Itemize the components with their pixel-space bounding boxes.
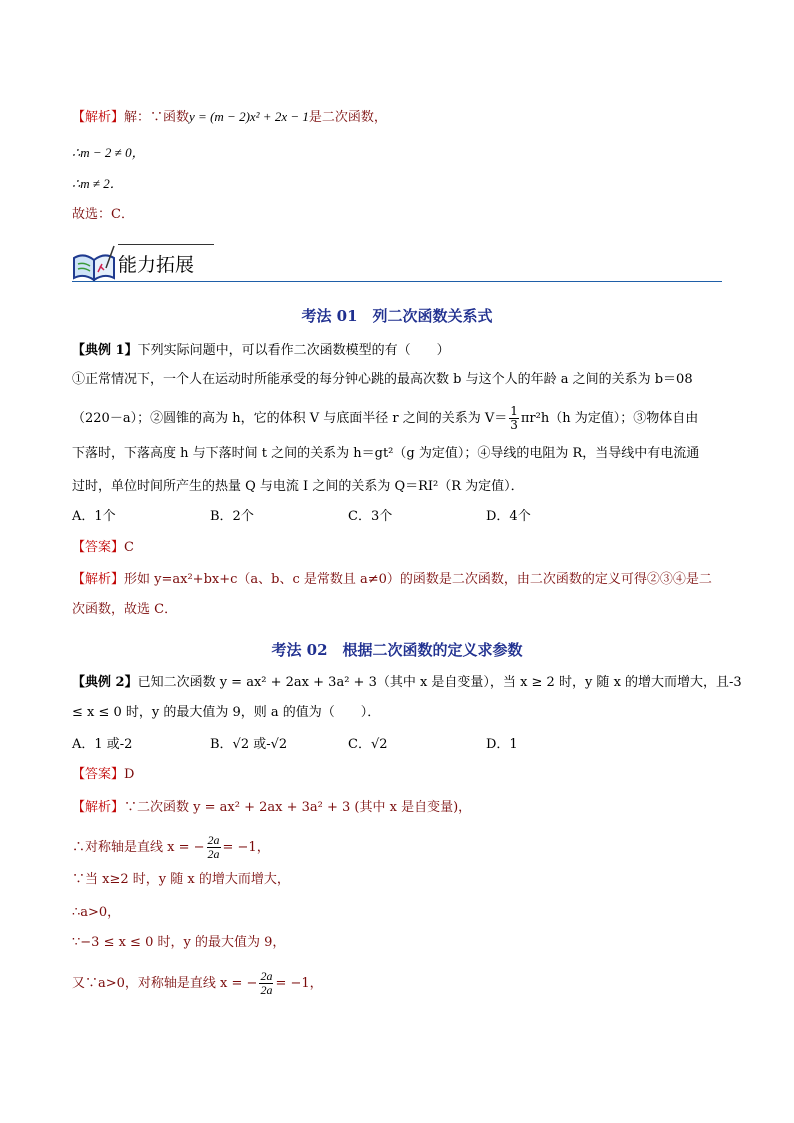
- denominator: 3: [510, 418, 518, 432]
- text: 是二次函数，: [308, 110, 387, 125]
- option-c: C．√2: [348, 737, 388, 752]
- option-a: A．1 或-2: [72, 737, 133, 752]
- prev-solution-line-4: 故选：C．: [72, 207, 134, 222]
- example-tag: 【典例 2】: [72, 675, 138, 690]
- solution-tag: 【解析】: [72, 110, 125, 125]
- example-2-solution-line-3: ∵当 x≥2 时，y 随 x 的增大而增大，: [72, 872, 290, 887]
- prev-solution-line-2: ∴m − 2 ≠ 0，: [72, 145, 145, 160]
- example-2-line-2: ≤ x ≤ 0 时，y 的最大值为 9，则 a 的值为（ ）．: [72, 705, 381, 720]
- example-2-solution-line-4: ∴a>0，: [72, 905, 121, 920]
- answer-tag: 【答案】: [72, 540, 125, 555]
- section-title: 能力拓展: [118, 254, 195, 276]
- solution-tag: 【解析】: [72, 800, 125, 815]
- example-1-line-1: ①正常情况下，一个人在运动时所能承受的每分钟心跳的最高次数 b 与这个人的年龄 a 之间的关系为 b＝08: [72, 372, 693, 387]
- solution-tag: 【解析】: [72, 572, 125, 587]
- example-2-answer: [72, 767, 134, 783]
- option-d: D．1: [486, 737, 518, 752]
- text: πr²h（h 为定值）；③物体自由: [520, 411, 699, 426]
- text: （220－a）；②圆锥的高为 h，它的体积 V 与底面半径 r 之间的关系为 V＝: [72, 411, 508, 426]
- option-b: B．√2 或-√2: [210, 737, 288, 752]
- example-1-line-4: 过时，单位时间所产生的热量 Q 与电流 I 之间的关系为 Q＝RI²（R 为定值）．: [72, 479, 524, 494]
- numerator: 1: [510, 404, 518, 418]
- text: 解：∵函数: [124, 110, 190, 125]
- formula: y = (m − 2)x² + 2x − 1: [189, 109, 309, 124]
- method-2-title: 考法 02 根据二次函数的定义求参数: [271, 641, 523, 659]
- option-a: A．1个: [72, 509, 116, 524]
- section-header: [72, 240, 722, 284]
- text: 已知二次函数 y = ax² + 2ax + 3a² + 3（其中 x 是自变量），当 x ≥ 2 时，y 随 x 的增大而增大，且-3: [137, 675, 742, 690]
- example-tag: 【典例 1】: [72, 343, 138, 358]
- example-1-solution-line-1: [72, 572, 712, 588]
- text: 下列实际问题中，可以看作二次函数模型的有（ ）: [137, 343, 450, 358]
- fraction: [509, 405, 519, 432]
- prev-solution-line-1: [72, 109, 387, 126]
- example-1-options: [72, 509, 624, 525]
- example-2-line-1: [72, 675, 742, 691]
- example-2-solution-line-5: ∵−3 ≤ x ≤ 0 时，y 的最大值为 9，: [72, 935, 286, 950]
- text: = −1，: [222, 840, 270, 855]
- denominator: 2a: [207, 847, 220, 861]
- method-1-title: 考法 01 列二次函数关系式: [301, 307, 493, 325]
- numerator: 2a: [260, 969, 273, 983]
- header-top-rule: [118, 244, 214, 245]
- fraction: [207, 834, 221, 861]
- text: ∴对称轴是直线 x = −: [72, 840, 205, 855]
- example-1-answer: [72, 540, 134, 556]
- answer-value: C: [124, 540, 134, 555]
- example-2-solution-line-1: [72, 800, 471, 816]
- answer-value: D: [124, 767, 135, 782]
- text: ∵二次函数 y = ax² + 2ax + 3a² + 3 (其中 x 是自变量)，: [124, 800, 472, 815]
- example-1-line-3: 下落时，下落高度 h 与下落时间 t 之间的关系为 h＝gt²（g 为定值）；④导线的电阻为 R，当导线中有电流通: [72, 446, 700, 461]
- open-book-icon: [72, 244, 116, 284]
- example-2-solution-line-6: [72, 970, 323, 997]
- example-2-options: [72, 737, 624, 753]
- header-underline: [72, 281, 722, 282]
- option-d: D．4个: [486, 509, 531, 524]
- example-1-question: [72, 343, 450, 359]
- example-1-solution-line-2: 次函数，故选 C．: [72, 602, 178, 617]
- numerator: 2a: [207, 833, 220, 847]
- text: 形如 y=ax²+bx+c（a、b、c 是常数且 a≠0）的函数是二次函数，由二次函数的定义可得②③④是二: [124, 572, 712, 587]
- example-1-line-2: [72, 405, 698, 432]
- option-b: B．2个: [210, 509, 254, 524]
- example-2-solution-line-2: [72, 834, 270, 861]
- answer-tag: 【答案】: [72, 767, 125, 782]
- text: = −1，: [275, 976, 323, 991]
- prev-solution-line-3: ∴m ≠ 2．: [72, 176, 123, 191]
- fraction: [259, 970, 273, 997]
- text: 又∵a>0，对称轴是直线 x = −: [72, 976, 258, 991]
- denominator: 2a: [260, 983, 273, 997]
- option-c: C．3个: [348, 509, 393, 524]
